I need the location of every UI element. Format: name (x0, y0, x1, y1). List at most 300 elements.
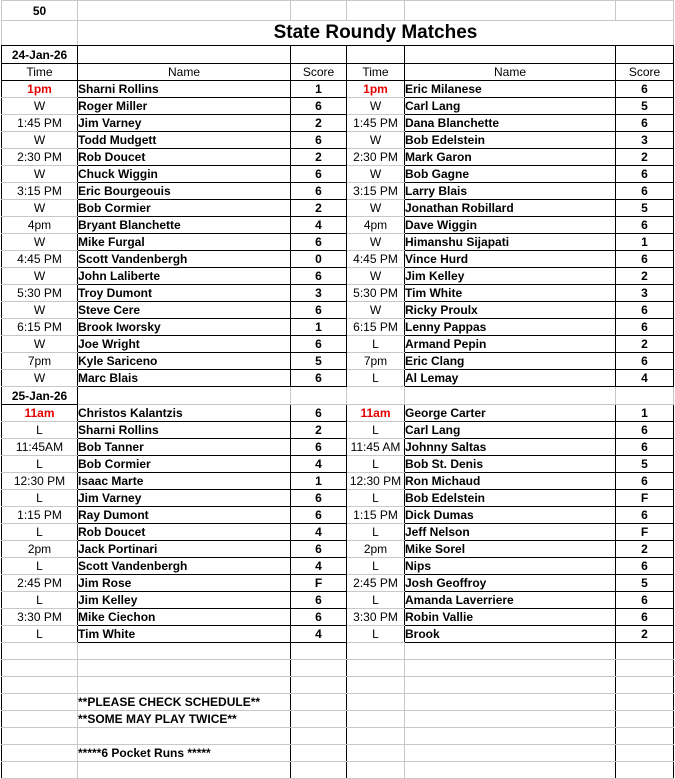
left-score-cell[interactable]: 6 (291, 132, 347, 149)
right-time-cell[interactable]: W (347, 200, 405, 217)
empty-cell[interactable] (405, 660, 616, 677)
match-row (2, 405, 674, 422)
header-left-score[interactable]: Score (291, 64, 347, 81)
empty-cell[interactable] (616, 745, 674, 762)
left-time-cell[interactable]: W (2, 336, 78, 353)
left-score-cell[interactable]: 2 (291, 422, 347, 439)
right-score-cell[interactable]: 6 (616, 302, 674, 319)
right-score-cell[interactable]: 1 (616, 405, 674, 422)
right-player-name[interactable]: Robin Vallie (405, 609, 616, 626)
empty-cell[interactable] (405, 643, 616, 660)
right-player-name[interactable]: Bob Edelstein (405, 132, 616, 149)
left-player-name[interactable]: Roger Miller (78, 98, 291, 115)
right-score-cell[interactable]: 6 (616, 251, 674, 268)
empty-cell[interactable] (405, 46, 616, 64)
left-time-cell[interactable]: 1:15 PM (2, 507, 78, 524)
right-time-cell[interactable]: 3:15 PM (347, 183, 405, 200)
empty-cell[interactable] (347, 643, 405, 660)
left-player-name[interactable]: Bob Tanner (78, 439, 291, 456)
left-time-cell[interactable]: L (2, 558, 78, 575)
match-row (2, 319, 674, 336)
right-player-name[interactable]: Nips (405, 558, 616, 575)
right-time-cell[interactable]: L (347, 370, 405, 387)
right-time-cell[interactable]: 1:15 PM (347, 507, 405, 524)
right-time-cell[interactable]: 7pm (347, 353, 405, 370)
left-score-cell[interactable]: 6 (291, 490, 347, 507)
left-time-cell[interactable]: 3:30 PM (2, 609, 78, 626)
empty-cell[interactable] (347, 711, 405, 728)
header-left-name[interactable]: Name (78, 64, 291, 81)
right-time-cell[interactable]: L (347, 336, 405, 353)
left-time-cell[interactable]: L (2, 626, 78, 643)
empty-cell[interactable] (347, 387, 405, 405)
left-score-cell[interactable]: 4 (291, 558, 347, 575)
left-player-name[interactable]: Jack Portinari (78, 541, 291, 558)
right-time-cell[interactable]: L (347, 626, 405, 643)
empty-cell[interactable] (291, 728, 347, 745)
empty-cell[interactable] (2, 745, 78, 762)
right-score-cell[interactable]: 6 (616, 166, 674, 183)
empty-cell[interactable] (2, 677, 78, 694)
match-row (2, 422, 674, 439)
empty-cell[interactable] (2, 21, 78, 46)
left-player-name[interactable]: Jim Kelley (78, 592, 291, 609)
left-time-cell[interactable]: 2:30 PM (2, 149, 78, 166)
right-player-name[interactable]: Larry Blais (405, 183, 616, 200)
right-score-cell[interactable]: F (616, 490, 674, 507)
empty-cell[interactable] (405, 1, 616, 21)
right-time-cell[interactable]: L (347, 456, 405, 473)
right-time-cell[interactable]: 5:30 PM (347, 285, 405, 302)
left-score-cell[interactable]: 6 (291, 98, 347, 115)
empty-cell[interactable] (2, 728, 78, 745)
left-time-cell[interactable]: 4pm (2, 217, 78, 234)
right-time-cell[interactable]: 2pm (347, 541, 405, 558)
match-row (2, 166, 674, 183)
match-row (2, 251, 674, 268)
left-time-cell[interactable]: W (2, 268, 78, 285)
left-time-cell[interactable]: W (2, 234, 78, 251)
right-player-name[interactable]: Tim White (405, 285, 616, 302)
empty-cell[interactable] (616, 677, 674, 694)
left-player-name[interactable]: Jim Varney (78, 115, 291, 132)
left-score-cell[interactable]: 6 (291, 183, 347, 200)
empty-cell[interactable] (405, 387, 616, 405)
right-score-cell[interactable]: 1 (616, 234, 674, 251)
empty-cell[interactable] (291, 762, 347, 779)
right-score-cell[interactable]: 6 (616, 422, 674, 439)
right-player-name[interactable]: Dana Blanchette (405, 115, 616, 132)
left-time-cell[interactable]: L (2, 524, 78, 541)
left-time-cell[interactable]: 2pm (2, 541, 78, 558)
empty-cell[interactable] (291, 387, 347, 405)
empty-cell[interactable] (291, 643, 347, 660)
left-time-cell[interactable]: W (2, 370, 78, 387)
left-score-cell[interactable]: 1 (291, 319, 347, 336)
match-row (2, 234, 674, 251)
right-time-cell[interactable]: L (347, 524, 405, 541)
empty-cell[interactable] (616, 728, 674, 745)
left-score-cell[interactable]: 6 (291, 592, 347, 609)
match-row (2, 541, 674, 558)
left-score-cell[interactable]: 3 (291, 285, 347, 302)
left-time-cell[interactable]: 7pm (2, 353, 78, 370)
right-player-name[interactable]: Carl Lang (405, 422, 616, 439)
right-player-name[interactable]: Bob St. Denis (405, 456, 616, 473)
empty-cell[interactable] (347, 1, 405, 21)
empty-cell[interactable] (78, 46, 291, 64)
right-player-name[interactable]: Jeff Nelson (405, 524, 616, 541)
left-player-name[interactable]: Sharni Rollins (78, 81, 291, 98)
right-time-cell[interactable]: W (347, 98, 405, 115)
right-score-cell[interactable]: 5 (616, 200, 674, 217)
left-time-cell[interactable]: L (2, 490, 78, 507)
match-row (2, 183, 674, 200)
empty-cell[interactable] (405, 745, 616, 762)
date-cell[interactable]: 24-Jan-26 (2, 46, 78, 64)
left-player-name[interactable]: Bob Cormier (78, 200, 291, 217)
left-time-cell[interactable]: 3:15 PM (2, 183, 78, 200)
right-player-name[interactable]: Eric Milanese (405, 81, 616, 98)
title-row (2, 21, 674, 46)
left-score-cell[interactable]: 6 (291, 370, 347, 387)
left-player-name[interactable]: Mike Ciechon (78, 609, 291, 626)
right-player-name[interactable]: Amanda Laverriere (405, 592, 616, 609)
right-time-cell[interactable]: 11:45 AM (347, 439, 405, 456)
left-time-cell[interactable]: 1:45 PM (2, 115, 78, 132)
empty-cell[interactable] (405, 694, 616, 711)
empty-cell[interactable] (347, 46, 405, 64)
empty-cell[interactable] (616, 387, 674, 405)
right-player-name[interactable]: Bob Edelstein (405, 490, 616, 507)
right-score-cell[interactable]: 3 (616, 285, 674, 302)
left-score-cell[interactable]: 6 (291, 507, 347, 524)
empty-cell[interactable] (78, 728, 291, 745)
right-score-cell[interactable]: 5 (616, 575, 674, 592)
right-time-cell[interactable]: 2:45 PM (347, 575, 405, 592)
left-player-name[interactable]: Tim White (78, 626, 291, 643)
right-player-name[interactable]: Lenny Pappas (405, 319, 616, 336)
right-time-cell[interactable]: 4pm (347, 217, 405, 234)
empty-cell[interactable] (347, 660, 405, 677)
left-score-cell[interactable]: 0 (291, 251, 347, 268)
note-pocket-runs[interactable]: *****6 Pocket Runs ***** (78, 745, 291, 762)
right-time-cell[interactable]: 2:30 PM (347, 149, 405, 166)
empty-cell[interactable] (405, 711, 616, 728)
left-score-cell[interactable]: 6 (291, 166, 347, 183)
right-player-name[interactable]: Himanshu Sijapati (405, 234, 616, 251)
match-row (2, 507, 674, 524)
left-score-cell[interactable]: 5 (291, 353, 347, 370)
left-score-cell[interactable]: 6 (291, 439, 347, 456)
left-score-cell[interactable]: 1 (291, 81, 347, 98)
empty-cell[interactable] (291, 660, 347, 677)
right-score-cell[interactable]: 2 (616, 336, 674, 353)
left-score-cell[interactable]: 6 (291, 405, 347, 422)
blank-row (2, 728, 674, 745)
header-right-name[interactable]: Name (405, 64, 616, 81)
left-player-name[interactable]: Joe Wright (78, 336, 291, 353)
right-player-name[interactable]: Jim Kelley (405, 268, 616, 285)
left-score-cell[interactable]: 4 (291, 456, 347, 473)
empty-cell[interactable] (616, 694, 674, 711)
right-score-cell[interactable]: 2 (616, 268, 674, 285)
left-score-cell[interactable]: F (291, 575, 347, 592)
match-row (2, 524, 674, 541)
left-score-cell[interactable]: 4 (291, 626, 347, 643)
left-score-cell[interactable]: 2 (291, 200, 347, 217)
left-player-name[interactable]: Scott Vandenbergh (78, 558, 291, 575)
right-score-cell[interactable]: F (616, 524, 674, 541)
right-player-name[interactable]: Mark Garon (405, 149, 616, 166)
right-player-name[interactable]: Johnny Saltas (405, 439, 616, 456)
right-time-cell[interactable]: W (347, 302, 405, 319)
left-score-cell[interactable]: 6 (291, 541, 347, 558)
left-time-cell[interactable]: W (2, 302, 78, 319)
date-row (2, 387, 674, 405)
left-player-name[interactable]: Marc Blais (78, 370, 291, 387)
note-check-schedule[interactable]: **PLEASE CHECK SCHEDULE** (78, 694, 291, 711)
empty-cell[interactable] (347, 694, 405, 711)
left-player-name[interactable]: John Laliberte (78, 268, 291, 285)
right-player-name[interactable]: Dick Dumas (405, 507, 616, 524)
right-score-cell[interactable]: 3 (616, 132, 674, 149)
left-time-cell[interactable]: W (2, 98, 78, 115)
note-row (2, 745, 674, 762)
header-right-time[interactable]: Time (347, 64, 405, 81)
right-time-cell[interactable]: W (347, 132, 405, 149)
right-score-cell[interactable]: 6 (616, 217, 674, 234)
right-player-name[interactable]: George Carter (405, 405, 616, 422)
empty-cell[interactable] (2, 711, 78, 728)
left-score-cell[interactable]: 2 (291, 149, 347, 166)
left-player-name[interactable]: Bob Cormier (78, 456, 291, 473)
match-row (2, 473, 674, 490)
right-score-cell[interactable]: 6 (616, 81, 674, 98)
match-row (2, 285, 674, 302)
left-player-name[interactable]: Bryant Blanchette (78, 217, 291, 234)
left-time-cell[interactable]: W (2, 166, 78, 183)
left-score-cell[interactable]: 4 (291, 217, 347, 234)
right-time-cell[interactable]: 12:30 PM (347, 473, 405, 490)
empty-cell[interactable] (405, 762, 616, 779)
match-row (2, 609, 674, 626)
right-player-name[interactable]: Mike Sorel (405, 541, 616, 558)
match-row (2, 558, 674, 575)
empty-cell[interactable] (2, 694, 78, 711)
left-player-name[interactable]: Isaac Marte (78, 473, 291, 490)
right-time-cell[interactable]: 1pm (347, 81, 405, 98)
left-score-cell[interactable]: 1 (291, 473, 347, 490)
right-score-cell[interactable]: 6 (616, 439, 674, 456)
empty-cell[interactable] (616, 643, 674, 660)
empty-cell[interactable] (78, 762, 291, 779)
empty-cell[interactable] (347, 728, 405, 745)
empty-cell[interactable] (78, 1, 291, 21)
left-player-name[interactable]: Brook Iworsky (78, 319, 291, 336)
empty-cell[interactable] (347, 762, 405, 779)
left-time-cell[interactable]: L (2, 456, 78, 473)
right-time-cell[interactable]: L (347, 490, 405, 507)
right-player-name[interactable]: Jonathan Robillard (405, 200, 616, 217)
left-time-cell[interactable]: L (2, 592, 78, 609)
left-time-cell[interactable]: 5:30 PM (2, 285, 78, 302)
empty-cell[interactable] (616, 711, 674, 728)
right-time-cell[interactable]: 4:45 PM (347, 251, 405, 268)
right-player-name[interactable]: Ricky Proulx (405, 302, 616, 319)
left-time-cell[interactable]: 11:45AM (2, 439, 78, 456)
empty-cell[interactable] (291, 46, 347, 64)
empty-cell[interactable] (2, 762, 78, 779)
column-header-row (2, 64, 674, 81)
match-row (2, 302, 674, 319)
right-score-cell[interactable]: 2 (616, 541, 674, 558)
left-player-name[interactable]: Rob Doucet (78, 524, 291, 541)
empty-cell[interactable] (291, 694, 347, 711)
blank-row (2, 643, 674, 660)
right-player-name[interactable]: Dave Wiggin (405, 217, 616, 234)
left-score-cell[interactable]: 6 (291, 234, 347, 251)
match-row (2, 626, 674, 643)
right-player-name[interactable]: Bob Gagne (405, 166, 616, 183)
right-player-name[interactable]: Al Lemay (405, 370, 616, 387)
right-player-name[interactable]: Ron Michaud (405, 473, 616, 490)
left-player-name[interactable]: Scott Vandenbergh (78, 251, 291, 268)
right-player-name[interactable]: Josh Geoffroy (405, 575, 616, 592)
right-score-cell[interactable]: 6 (616, 353, 674, 370)
right-score-cell[interactable]: 4 (616, 370, 674, 387)
left-time-cell[interactable]: 2:45 PM (2, 575, 78, 592)
left-time-cell[interactable]: 12:30 PM (2, 473, 78, 490)
left-score-cell[interactable]: 4 (291, 524, 347, 541)
empty-cell[interactable] (78, 677, 291, 694)
right-time-cell[interactable]: W (347, 268, 405, 285)
right-score-cell[interactable]: 2 (616, 149, 674, 166)
match-row (2, 132, 674, 149)
left-player-name[interactable]: Steve Cere (78, 302, 291, 319)
left-player-name[interactable]: Chuck Wiggin (78, 166, 291, 183)
right-player-name[interactable]: Eric Clang (405, 353, 616, 370)
empty-cell[interactable] (78, 387, 291, 405)
left-score-cell[interactable]: 6 (291, 268, 347, 285)
left-player-name[interactable]: Eric Bourgeouis (78, 183, 291, 200)
spreadsheet-grid (1, 0, 674, 779)
left-time-cell[interactable]: W (2, 200, 78, 217)
left-time-cell[interactable]: L (2, 422, 78, 439)
empty-cell[interactable] (347, 745, 405, 762)
left-time-cell[interactable]: 1pm (2, 81, 78, 98)
right-score-cell[interactable]: 6 (616, 183, 674, 200)
date-row (2, 46, 674, 64)
empty-cell[interactable] (291, 677, 347, 694)
empty-cell[interactable] (405, 728, 616, 745)
right-time-cell[interactable]: L (347, 422, 405, 439)
note-row (2, 711, 674, 728)
match-row (2, 370, 674, 387)
header-right-score[interactable]: Score (616, 64, 674, 81)
left-score-cell[interactable]: 6 (291, 336, 347, 353)
right-player-name[interactable]: Carl Lang (405, 98, 616, 115)
left-player-name[interactable]: Christos Kalantzis (78, 405, 291, 422)
empty-cell[interactable] (2, 660, 78, 677)
right-score-cell[interactable]: 6 (616, 609, 674, 626)
left-player-name[interactable]: Troy Dumont (78, 285, 291, 302)
right-score-cell[interactable]: 6 (616, 319, 674, 336)
empty-cell[interactable] (2, 643, 78, 660)
left-score-cell[interactable]: 6 (291, 609, 347, 626)
empty-cell[interactable] (291, 745, 347, 762)
right-score-cell[interactable]: 5 (616, 98, 674, 115)
left-player-name[interactable]: Mike Furgal (78, 234, 291, 251)
empty-cell[interactable] (291, 711, 347, 728)
right-score-cell[interactable]: 5 (616, 456, 674, 473)
match-row (2, 490, 674, 507)
left-score-cell[interactable]: 2 (291, 115, 347, 132)
right-player-name[interactable]: Vince Hurd (405, 251, 616, 268)
right-time-cell[interactable]: 11am (347, 405, 405, 422)
empty-cell[interactable] (616, 1, 674, 21)
empty-cell[interactable] (78, 660, 291, 677)
cell-a1[interactable]: 50 (2, 1, 78, 21)
empty-cell[interactable] (616, 762, 674, 779)
note-play-twice[interactable]: **SOME MAY PLAY TWICE** (78, 711, 291, 728)
match-row (2, 200, 674, 217)
left-time-cell[interactable]: 4:45 PM (2, 251, 78, 268)
right-time-cell[interactable]: W (347, 234, 405, 251)
left-player-name[interactable]: Todd Mudgett (78, 132, 291, 149)
right-player-name[interactable]: Brook (405, 626, 616, 643)
empty-cell[interactable] (78, 643, 291, 660)
match-row (2, 98, 674, 115)
right-time-cell[interactable]: 6:15 PM (347, 319, 405, 336)
header-left-time[interactable]: Time (2, 64, 78, 81)
match-row (2, 217, 674, 234)
left-score-cell[interactable]: 6 (291, 302, 347, 319)
empty-cell[interactable] (616, 46, 674, 64)
match-row (2, 336, 674, 353)
right-score-cell[interactable]: 6 (616, 473, 674, 490)
right-score-cell[interactable]: 6 (616, 507, 674, 524)
match-row (2, 456, 674, 473)
left-player-name[interactable]: Kyle Sariceno (78, 353, 291, 370)
empty-cell[interactable] (405, 677, 616, 694)
left-player-name[interactable]: Sharni Rollins (78, 422, 291, 439)
left-time-cell[interactable]: 6:15 PM (2, 319, 78, 336)
left-time-cell[interactable]: 11am (2, 405, 78, 422)
right-time-cell[interactable]: W (347, 166, 405, 183)
left-player-name[interactable]: Jim Varney (78, 490, 291, 507)
left-player-name[interactable]: Jim Rose (78, 575, 291, 592)
left-player-name[interactable]: Ray Dumont (78, 507, 291, 524)
left-time-cell[interactable]: W (2, 132, 78, 149)
empty-cell[interactable] (347, 677, 405, 694)
left-player-name[interactable]: Rob Doucet (78, 149, 291, 166)
right-score-cell[interactable]: 6 (616, 115, 674, 132)
empty-cell[interactable] (291, 1, 347, 21)
right-time-cell[interactable]: 3:30 PM (347, 609, 405, 626)
empty-cell[interactable] (616, 660, 674, 677)
sheet-row-top (2, 1, 674, 21)
right-player-name[interactable]: Armand Pepin (405, 336, 616, 353)
right-time-cell[interactable]: L (347, 592, 405, 609)
right-score-cell[interactable]: 6 (616, 592, 674, 609)
sheet-title[interactable]: State Roundy Matches (78, 21, 674, 46)
right-time-cell[interactable]: 1:45 PM (347, 115, 405, 132)
right-score-cell[interactable]: 6 (616, 558, 674, 575)
date-cell[interactable]: 25-Jan-26 (2, 387, 78, 405)
right-time-cell[interactable]: L (347, 558, 405, 575)
right-score-cell[interactable]: 2 (616, 626, 674, 643)
